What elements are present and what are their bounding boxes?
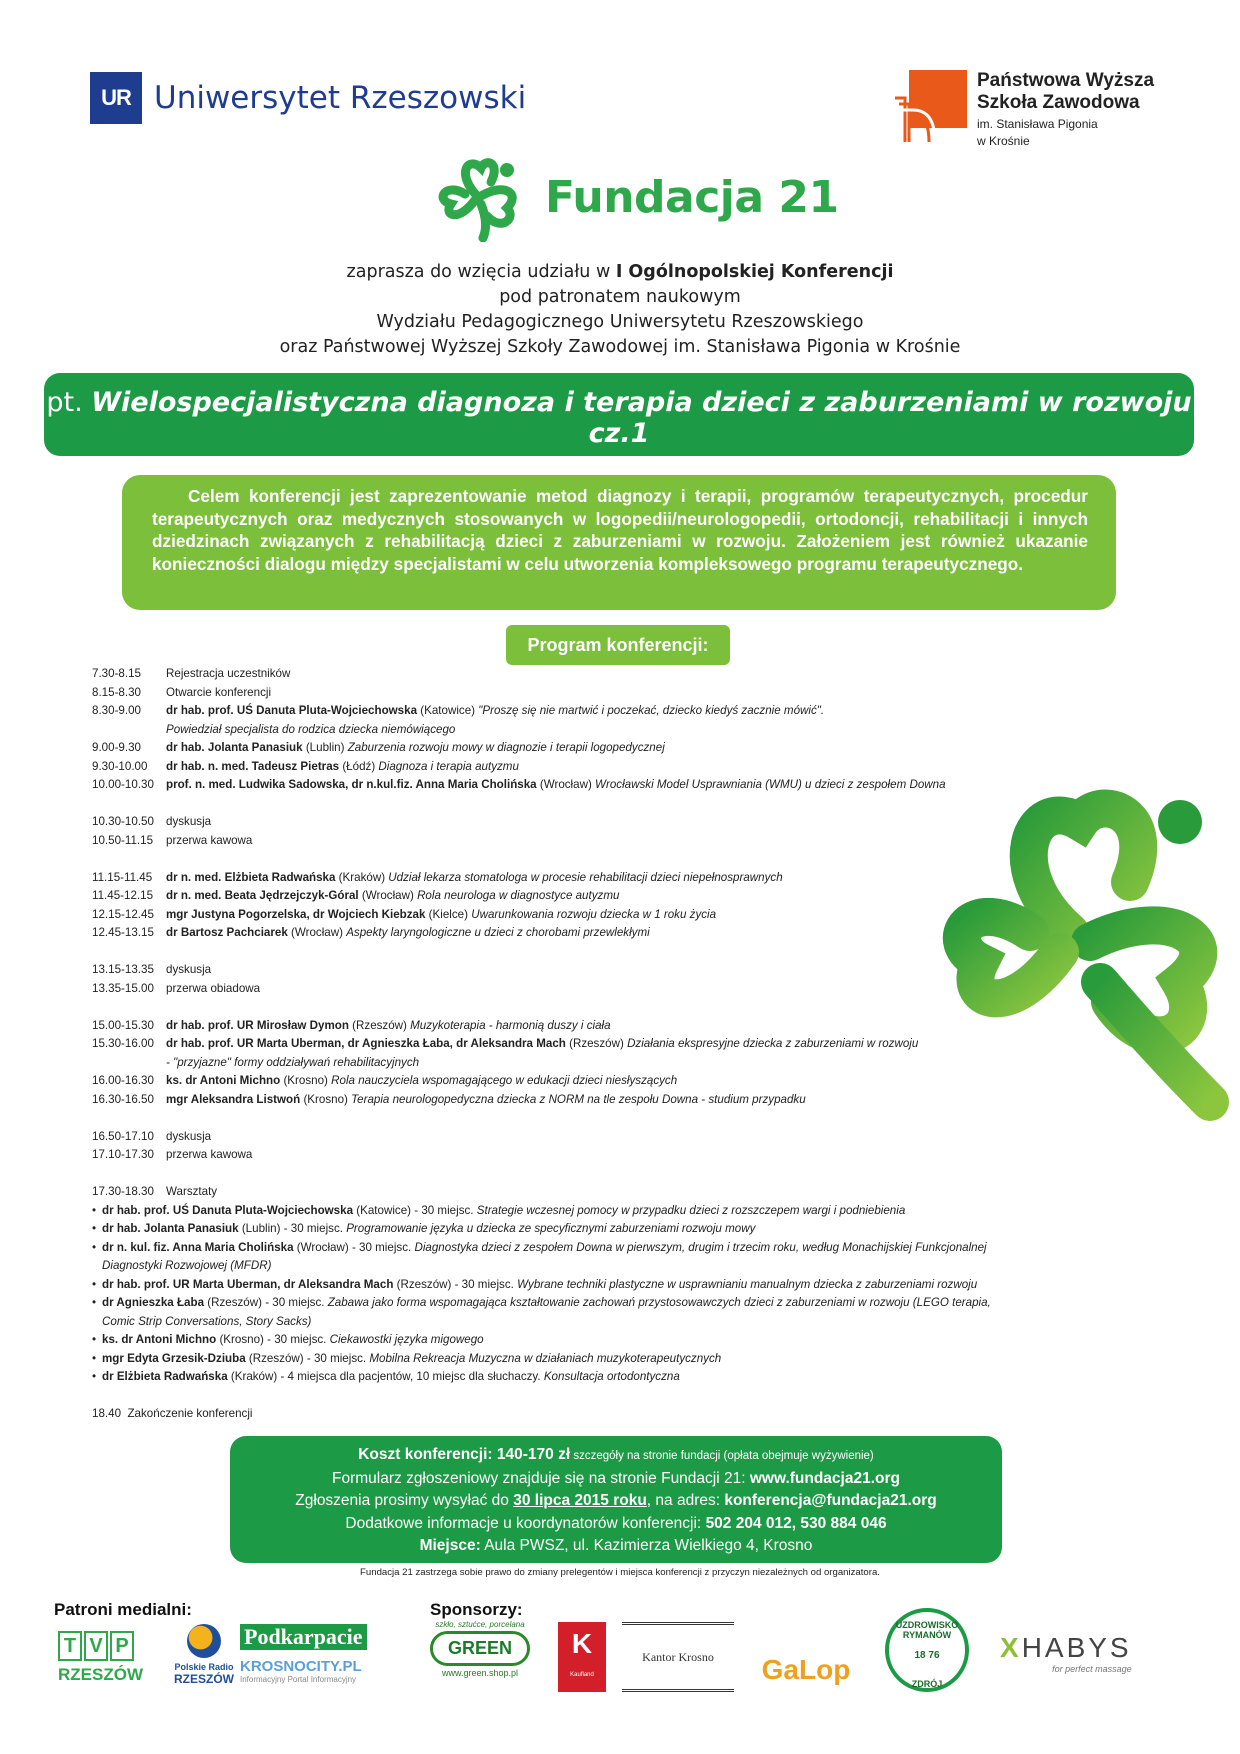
kaufland-name: Kaufland — [570, 1672, 594, 1678]
workshop-speaker: dr Agnieszka Łaba — [102, 1296, 205, 1309]
schedule-row — [92, 776, 1142, 795]
polskie-radio-rzeszow-logo — [162, 1624, 246, 1686]
row-place: (Wrocław) — [358, 889, 418, 902]
place-label: Miejsce: — [419, 1537, 481, 1554]
row-text: przerwa obiadowa — [166, 981, 261, 995]
workshop-item: • ks. dr Antoni Michno (Krosno) - 30 miejsc. Ciekawostki języka migowego — [92, 1333, 484, 1346]
row-place: (Kielce) — [425, 907, 472, 921]
pwsz-name-line4: w Krośnie — [977, 134, 1030, 148]
row-topic: Rola neurologa w diagnostyce autyzmu — [417, 889, 620, 902]
krosnocity-name: KROSNOCITY.PL — [240, 1658, 362, 1675]
green-shop-logo — [430, 1620, 530, 1678]
workshop-item: • dr hab. prof. UŚ Danuta Pluta-Wojciechowska (Katowice) - 30 miejsc. Strategie wczesnej pomocy w przypadku dzieci z rozszczepem wargi i podniebienia — [92, 1203, 906, 1217]
cost-label: Koszt konferencji: 140-170 zł — [358, 1446, 571, 1463]
fundacja-21-name: Fundacja 21 — [545, 171, 839, 223]
row-time: 7.30-8.15 — [92, 667, 141, 680]
habys-name: HABYS — [1021, 1632, 1132, 1663]
workshop-place: (Rzeszów) - 30 miejsc. — [393, 1277, 518, 1291]
tvp-city: RZESZÓW — [58, 1665, 143, 1684]
row-place: (Rzeszów) — [348, 1018, 411, 1032]
pwsz-logo — [895, 70, 1154, 148]
row-topic: Diagnoza i terapia autyzmu — [378, 759, 519, 773]
row-place: (Kraków) — [335, 870, 389, 884]
row-time: 11.15-11.45 — [92, 870, 153, 884]
submit-mid: , na adres: — [646, 1492, 725, 1509]
pr-line1: Polskie Radio — [174, 1662, 234, 1672]
program-label: Program konferencji: — [506, 625, 730, 665]
schedule-row — [92, 924, 1142, 943]
conference-title-banner — [44, 373, 1194, 475]
galop-name: GaLop — [761, 1654, 851, 1685]
green-tagline: szkło, sztućce, porcelana — [435, 1620, 525, 1629]
intro-line3: Wydziału Pedagogicznego Uniwersytetu Rzeszowskiego — [376, 312, 864, 332]
schedule-row — [92, 832, 1142, 851]
row-time: 13.35-15.00 — [92, 981, 154, 995]
cost-note: szczegóły na stronie fundacji (opłata obejmuje wyżywienie) — [570, 1450, 874, 1462]
row-time: 18.40 — [92, 1407, 122, 1420]
row-continuation: Powiedział specjalista do rodzica dziecka niemówiącego — [166, 722, 456, 736]
kaufland-letter: K — [571, 1628, 593, 1659]
pr-line2: RZESZÓW — [174, 1672, 234, 1686]
workshop-topic: Zabawa jako forma wspomagająca kształtowanie zachowań przystosowawczych dzieci z zaburzeniami w rozwoju (LEGO terapia, — [327, 1296, 991, 1309]
workshop-speaker: mgr Edyta Grzesik-Dziuba — [102, 1351, 246, 1365]
row-text: Zakończenie konferencji — [127, 1407, 253, 1420]
foundation-website-link[interactable]: www.fundacja21.org — [749, 1469, 900, 1487]
row-text: Rejestracja uczestników — [166, 667, 291, 680]
intro-line1-bold: I Ogólnopolskiej Konferencji — [615, 262, 894, 282]
row-time: 13.15-13.35 — [92, 963, 154, 976]
row-speaker: dr hab. Jolanta Panasiuk — [166, 741, 303, 754]
pwsz-name-line2: Szkoła Zawodowa — [977, 92, 1140, 113]
kaufland-logo — [558, 1622, 606, 1692]
schedule-row — [92, 1072, 1142, 1091]
clover-logo-icon — [425, 152, 535, 242]
habys-logo — [1000, 1632, 1132, 1674]
intro-line2: pod patronatem naukowym — [499, 287, 741, 307]
row-time: 17.10-17.30 — [92, 1148, 154, 1161]
workshop-speaker: dr n. kul. fiz. Anna Maria Cholińska — [102, 1240, 294, 1254]
workshop-speaker: dr hab. prof. UŚ Danuta Pluta-Wojciechowska — [102, 1203, 354, 1217]
conference-aim-text: Celem konferencji jest zaprezentowanie metod diagnozy i terapii, programów terapeutycznych, procedur terapeutycznych oraz medycznych stosowanych w logopedii/neurologopedii, ortodoncji, rehabilitacji i innych dziedzinach związanych z rehabilitacją dzieci z zaburzeniami w rozwoju. Założeniem jest również ukazanie konieczności dialogu między specjalistami w celu utworzenia kompleksowego programu terapeutycznego. — [152, 486, 1088, 574]
conference-info-box — [230, 1436, 1002, 1563]
habys-x-icon: X — [1000, 1632, 1022, 1663]
radio-circle-icon — [187, 1624, 221, 1658]
row-topic: Rola nauczyciela wspomagającego w edukacji dzieci niesłyszących — [331, 1074, 678, 1087]
row-time: 12.15-12.45 — [92, 907, 154, 921]
row-time: 10.30-10.50 — [92, 815, 154, 828]
workshop-item: • mgr Edyta Grzesik-Dziuba (Rzeszów) - 30 miejsc. Mobilna Rekreacja Muzyczna w działaniach muzykoterapeutycznych — [92, 1351, 722, 1365]
row-speaker: dr n. med. Beata Jędrzejczyk-Góral — [166, 889, 359, 902]
row-place: (Krosno) — [280, 1074, 332, 1087]
green-name: GREEN — [430, 1631, 530, 1666]
schedule-row — [92, 980, 1142, 999]
schedule-row — [92, 684, 1142, 703]
row-time: 9.30-10.00 — [92, 759, 148, 773]
workshop-speaker: ks. dr Antoni Michno — [102, 1333, 217, 1346]
workshop-topic: Programowanie języka u dziecka ze specyficznymi zaburzeniami rozwoju mowy — [346, 1222, 756, 1235]
workshop-topic: Konsultacja ortodontyczna — [543, 1370, 680, 1383]
submit-deadline: 30 lipca 2015 roku — [513, 1492, 647, 1509]
row-topic: Działania ekspresyjne dziecka z zaburzeniami w rozwoju — [627, 1037, 919, 1050]
row-text: Otwarcie konferencji — [166, 685, 272, 699]
row-time: 10.00-10.30 — [92, 778, 154, 791]
conference-email-link[interactable]: konferencja@fundacja21.org — [724, 1492, 937, 1509]
workshop-place: (Lublin) - 30 miejsc. — [238, 1222, 347, 1235]
workshop-place: (Wrocław) - 30 miejsc. — [293, 1240, 415, 1254]
uzd-zdroj: ZDRÓJ — [911, 1679, 943, 1689]
row-time: 8.30-9.00 — [92, 704, 141, 717]
kantor-krosno-logo: Kantor Krosno — [622, 1622, 734, 1692]
krosnocity-sub: Informacyjny Portal Informacyjny — [240, 1675, 357, 1684]
workshop-item: • dr hab. Jolanta Panasiuk (Lublin) - 30 miejsc. Programowanie języka u dziecka ze specyficznymi zaburzeniami rozwoju mowy — [92, 1222, 756, 1235]
sponsors-label: Sponsorzy: — [430, 1600, 523, 1619]
row-text: dyskusja — [166, 963, 212, 976]
schedule-row — [92, 869, 1142, 888]
row-topic: Zaburzenia rozwoju mowy w diagnozie i terapii logopedycznej — [347, 741, 665, 754]
workshop-speaker: dr hab. prof. UR Marta Uberman, dr Aleksandra Mach — [102, 1277, 394, 1291]
row-topic: Terapia neurologopedyczna dziecka z NORM na tle zespołu Downa - studium przypadku — [351, 1092, 806, 1106]
row-topic: Uwarunkowania rozwoju dziecka w 1 roku życia — [471, 907, 717, 921]
title-prefix: pt. — [46, 387, 92, 418]
row-speaker: prof. n. med. Ludwika Sadowska, dr n.kul.fiz. Anna Maria Cholińska — [166, 778, 537, 791]
row-speaker: dr Bartosz Pachciarek — [166, 926, 288, 939]
disclaimer: Fundacja 21 zastrzega sobie prawo do zmiany prelegentów i miejsca konferencji z przyczyn niezależnych od organizatora. — [360, 1567, 880, 1578]
row-topic: Wrocławski Model Usprawniania (WMU) u dzieci z zespołem Downa — [595, 778, 946, 791]
schedule-row — [92, 1035, 1142, 1054]
workshop-place: (Rzeszów) - 30 miejsc. — [245, 1351, 370, 1365]
row-place: (Katowice) — [417, 704, 479, 717]
conference-title: Wielospecjalistyczna diagnoza i terapia dzieci z zaburzeniami w rozwoju cz.1 — [91, 387, 1192, 449]
tvp-letter: T — [58, 1631, 82, 1661]
intro-line4: oraz Państwowej Wyższej Szkoły Zawodowej im. Stanisława Pigonia w Krośnie — [279, 337, 961, 357]
ur-logo-mark: UR — [90, 72, 142, 124]
row-text: dyskusja — [166, 815, 212, 828]
row-time: 8.15-8.30 — [92, 685, 141, 699]
schedule-row — [92, 758, 1142, 777]
schedule-row — [92, 906, 1142, 925]
row-topic: Aspekty laryngologiczne u dzieci z chorobami przewlekłymi — [346, 926, 650, 939]
intro-line1-pre: zaprasza do wzięcia udziału w — [346, 262, 616, 282]
row-text: przerwa kawowa — [166, 1148, 253, 1161]
row-topic: Muzykoterapia - harmonią duszy i ciała — [410, 1018, 611, 1032]
form-text: Formularz zgłoszeniowy znajduje się na stronie Fundacji 21: — [332, 1469, 750, 1487]
podkarpacie-name: Podkarpacie — [240, 1624, 367, 1650]
workshop-topic: Wybrane techniki plastyczne w usprawnianiu manualnym dziecka z zaburzeniami rozwoju — [517, 1277, 978, 1291]
row-speaker: mgr Justyna Pogorzelska, dr Wojciech Kiebzak — [166, 907, 426, 921]
schedule-row — [92, 1017, 1142, 1036]
workshop-item: • dr Agnieszka Łaba (Rzeszów) - 30 miejsc. Zabawa jako forma wspomagająca kształtowanie zachowań przystosowawczych dzieci z zaburzeniami w rozwoju (LEGO terapia, — [92, 1296, 991, 1309]
row-time: 16.50-17.10 — [92, 1129, 154, 1143]
contact-text: Dodatkowe informacje u koordynatorów konferencji: — [345, 1514, 706, 1532]
workshop-topic: Mobilna Rekreacja Muzyczna w działaniach muzykoterapeutycznych — [369, 1351, 722, 1365]
conference-aim-box — [122, 475, 1116, 610]
uzdrowisko-rymanow-logo — [885, 1608, 969, 1692]
row-speaker: dr n. med. Elżbieta Radwańska — [166, 870, 336, 884]
schedule-row — [92, 702, 1142, 721]
row-time: 9.00-9.30 — [92, 741, 141, 754]
program-schedule — [92, 665, 1142, 1424]
row-place: (Łódź) — [339, 759, 379, 773]
galop-logo — [756, 1624, 856, 1686]
row-topic: Udział lekarza stomatologa w procesie rehabilitacji dzieci niepełnosprawnych — [388, 870, 783, 884]
schedule-row — [92, 665, 1142, 684]
workshop-item: • dr n. kul. fiz. Anna Maria Cholińska (Wrocław) - 30 miejsc. Diagnostyka dzieci z zespołem Downa w pierwszym, drugim i trzecim roku, według Monachijskiej Funkcjonalnej — [92, 1240, 987, 1254]
pwsz-mark-icon — [895, 70, 967, 142]
schedule-row — [92, 961, 1142, 980]
schedule-row — [92, 1091, 1142, 1110]
podkarpacie-logo — [240, 1624, 367, 1684]
habys-tagline: for perfect massage — [1052, 1664, 1132, 1674]
schedule-row — [92, 813, 1142, 832]
workshop-place: (Rzeszów) - 30 miejsc. — [204, 1296, 328, 1309]
tvp-letter: V — [84, 1631, 108, 1661]
contact-phones: 502 204 012, 530 884 046 — [705, 1514, 887, 1532]
pwsz-name-line1: Państwowa Wyższa — [977, 70, 1155, 91]
workshop-topic: Ciekawostki języka migowego — [329, 1333, 484, 1346]
workshop-item: • dr Elżbieta Radwańska (Kraków) - 4 miejsca dla pacjentów, 10 miejsc dla słuchaczy. Konsultacja ortodontyczna — [92, 1370, 680, 1383]
schedule-row — [92, 1183, 1142, 1202]
tvp-letter: P — [110, 1631, 134, 1661]
intro-text — [0, 260, 1240, 360]
row-time: 15.30-16.00 — [92, 1037, 154, 1050]
workshop-place: (Krosno) - 30 miejsc. — [216, 1333, 330, 1346]
uzd-name: UZDROWISKO RYMANÓW — [895, 1620, 959, 1640]
ur-name: Uniwersytet Rzeszowski — [154, 80, 527, 116]
row-time: 15.00-15.30 — [92, 1018, 154, 1032]
workshop-place: (Katowice) - 30 miejsc. — [353, 1203, 477, 1217]
workshop-continuation: Diagnostyki Rozwojowej (MFDR) — [102, 1259, 272, 1272]
row-place: (Lublin) — [302, 741, 348, 754]
row-speaker: ks. dr Antoni Michno — [166, 1074, 281, 1087]
uzd-year: 18 76 — [914, 1650, 940, 1661]
media-patrons-label: Patroni medialni: — [54, 1600, 192, 1619]
row-speaker: dr hab. prof. UŚ Danuta Pluta-Wojciechowska — [166, 704, 418, 717]
workshop-topic: Diagnostyka dzieci z zespołem Downa w pierwszym, drugim i trzecim roku, według Monachijskiej Funkcjonalnej — [414, 1240, 987, 1254]
row-place: (Wrocław) — [287, 926, 347, 939]
workshop-speaker: dr hab. Jolanta Panasiuk — [102, 1222, 239, 1235]
row-time: 11.45-12.15 — [92, 889, 154, 902]
schedule-row — [92, 1405, 1142, 1424]
workshop-topic: Strategie wczesnej pomocy w przypadku dzieci z rozszczepem wargi i podniebienia — [476, 1203, 906, 1217]
schedule-row — [92, 1128, 1142, 1147]
row-text: przerwa kawowa — [166, 833, 253, 847]
row-time: 16.30-16.50 — [92, 1092, 154, 1106]
schedule-row — [92, 887, 1142, 906]
row-text: Warsztaty — [166, 1185, 218, 1198]
pwsz-name-line3: im. Stanisława Pigonia — [977, 117, 1098, 131]
row-place: (Krosno) — [300, 1092, 352, 1106]
row-text: dyskusja — [166, 1129, 212, 1143]
row-time: 17.30-18.30 — [92, 1185, 154, 1198]
submit-text: Zgłoszenia prosimy wysyłać do — [295, 1492, 514, 1509]
uniwersytet-rzeszowski-logo — [90, 72, 526, 124]
workshop-speaker: dr Elżbieta Radwańska — [102, 1370, 228, 1383]
row-speaker: dr hab. n. med. Tadeusz Pietras — [166, 759, 340, 773]
row-time: 16.00-16.30 — [92, 1074, 154, 1087]
schedule-row — [92, 1146, 1142, 1165]
conference-date: Krosno, 18 września 2015 roku — [494, 456, 744, 475]
row-topic: "Proszę się nie martwić i poczekać, dziecko kiedyś zacznie mówić". — [478, 704, 825, 717]
workshop-place: (Kraków) - 4 miejsca dla pacjentów, 10 miejsc dla słuchaczy. — [227, 1370, 544, 1383]
row-speaker: dr hab. prof. UR Marta Uberman, dr Agnieszka Łaba, dr Aleksandra Mach — [166, 1037, 566, 1050]
schedule-row — [92, 739, 1142, 758]
row-time: 10.50-11.15 — [92, 833, 154, 847]
workshop-continuation: Comic Strip Conversations, Story Sacks) — [102, 1314, 312, 1328]
place-text: Aula PWSZ, ul. Kazimierza Wielkiego 4, Krosno — [480, 1537, 813, 1554]
row-time: 12.45-13.15 — [92, 926, 154, 939]
row-speaker: dr hab. prof. UR Mirosław Dymon — [166, 1018, 349, 1032]
workshop-item: • dr hab. prof. UR Marta Uberman, dr Aleksandra Mach (Rzeszów) - 30 miejsc. Wybrane techniki plastyczne w usprawnianiu manualnym dziecka z zaburzeniami rozwoju — [92, 1277, 978, 1291]
row-place: (Wrocław) — [536, 778, 596, 791]
row-continuation: - "przyjazne" formy oddziaływań rehabilitacyjnych — [166, 1055, 420, 1069]
green-url: www.green.shop.pl — [441, 1668, 519, 1678]
tvp-rzeszow-logo — [58, 1631, 143, 1685]
row-speaker: mgr Aleksandra Listwoń — [166, 1092, 301, 1106]
fundacja-21-logo — [425, 152, 839, 242]
row-place: (Rzeszów) — [565, 1037, 628, 1050]
